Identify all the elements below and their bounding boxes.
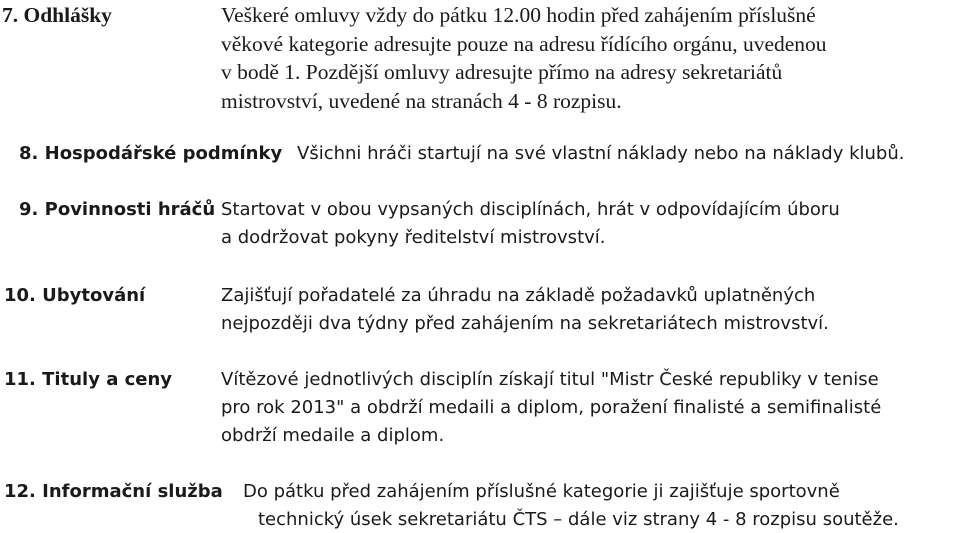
section-11-line-3: obdrží medaile a diplom.: [221, 425, 445, 446]
section-11-heading: 11. Tituly a ceny: [4, 369, 173, 390]
section-11-line-1: Vítězové jednotlivých disciplín získají titul "Mistr České republiky v tenise: [221, 369, 879, 390]
section-9-heading: 9. Povinnosti hráčů: [19, 199, 216, 220]
section-7-line-2: věkové kategorie adresujte pouze na adresu řídícího orgánu, uvedenou: [221, 32, 827, 56]
section-10-line-1: Zajišťují pořadatelé za úhradu na základě požadavků uplatněných: [221, 285, 816, 306]
section-12-heading: 12. Informační služba: [4, 481, 223, 502]
section-12-line-2: technický úsek sekretariátu ČTS – dále viz strany 4 - 8 rozpisu soutěže.: [258, 509, 899, 530]
section-7-heading: 7. Odhlášky: [2, 3, 112, 27]
section-8-heading: 8. Hospodářské podmínky: [19, 143, 283, 164]
section-7-line-3: v bodě 1. Pozdější omluvy adresujte přímo na adresy sekretariátů: [221, 60, 783, 84]
section-7-line-4: mistrovství, uvedené na stranách 4 - 8 rozpisu.: [221, 89, 622, 113]
section-9-line-1: Startovat v obou vypsaných disciplínách, hrát v odpovídajícím úboru: [221, 199, 840, 220]
section-9-line-2: a dodržovat pokyny ředitelství mistrovství.: [221, 227, 606, 248]
section-7-line-1: Veškeré omluvy vždy do pátku 12.00 hodin před zahájením příslušné: [221, 3, 816, 27]
section-8-line-1: Všichni hráči startují na své vlastní náklady nebo na náklady klubů.: [297, 143, 905, 164]
section-10-line-2: nejpozději dva týdny před zahájením na sekretariátech mistrovství.: [221, 313, 829, 334]
section-12-line-1: Do pátku před zahájením příslušné kategorie ji zajišťuje sportovně: [243, 481, 840, 502]
section-11-line-2: pro rok 2013" a obdrží medaili a diplom, poražení finalisté a semifinalisté: [221, 397, 882, 418]
section-10-heading: 10. Ubytování: [4, 285, 146, 306]
